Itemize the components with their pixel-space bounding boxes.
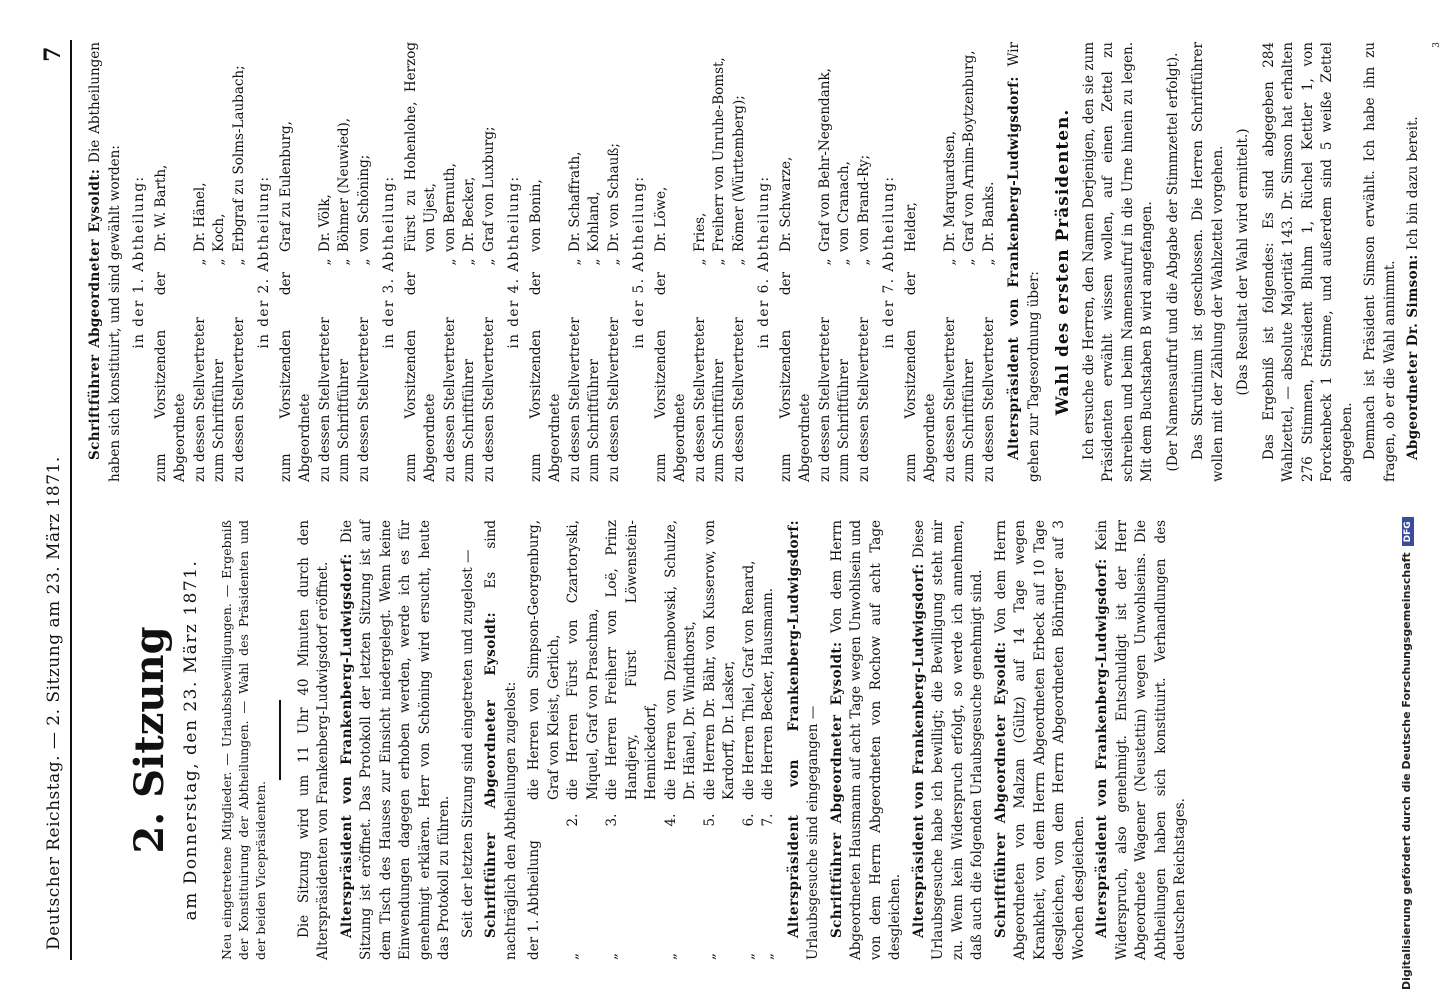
role-row [835, 42, 855, 482]
member-name: Dr. Löwe, [652, 186, 669, 252]
role-row [230, 42, 250, 482]
division-roles [652, 42, 750, 482]
speech-text: Urlaubsgesuche sind eingegangen — [805, 705, 821, 960]
role-label: zu dessen Stellvertreter [566, 317, 583, 482]
member-name: Dr. Völk, [316, 194, 333, 252]
speech-paragraph [1005, 42, 1044, 482]
list-item [701, 520, 740, 960]
opening-paragraph: Die Sitzung wird um 11 Uhr 40 Minuten durch den Alterspräsidenten von Frankenberg-Ludwigsdorf eröffnet. [295, 520, 331, 960]
ditto-mark: „ [230, 258, 247, 266]
speaker-name: Schriftführer Abgeordneter Eysoldt: [828, 641, 845, 938]
speech-paragraph [785, 520, 824, 960]
speech-text: Ich bin dazu bereit. [1405, 116, 1421, 251]
role-label: zu dessen Stellvertreter [480, 317, 497, 482]
credit-line [1400, 517, 1414, 990]
speaker-name: Alterspräsident von Frankenberg-Ludwigsdorf: [338, 553, 355, 938]
division-heading: in der 3. Abtheilung: [381, 175, 397, 349]
member-name: Böhmer (Neuwied), [336, 117, 352, 252]
member-name: von Bonin, [527, 179, 544, 252]
role-row [980, 42, 1000, 482]
ditto-mark: „ [816, 258, 833, 266]
role-label: zu dessen Stellvertreter [816, 317, 833, 482]
list-item [662, 520, 701, 960]
ditto-mark: „ [836, 258, 852, 266]
role-label: zum Vorsitzenden der Abgeordnete [652, 272, 688, 482]
ditto-mark: „ [461, 258, 477, 266]
speaker-name: Schriftführer Abgeordneter Eysoldt: [483, 611, 499, 938]
ditto-mark: „ [730, 258, 747, 266]
member-name: Fürst zu Hohenlohe, Herzog von Ujest, [402, 42, 438, 252]
division-heading: in der 1. Abtheilung: [131, 175, 147, 349]
member-name: Dr. von Schauß; [605, 143, 622, 252]
divider [279, 700, 281, 780]
role-row [902, 42, 941, 482]
member-name: Kohland, [586, 191, 602, 252]
role-row [210, 42, 230, 482]
role-row [855, 42, 875, 482]
member-name: Helder, [902, 202, 919, 252]
assignment-number: 4. [662, 813, 679, 827]
assignment-number: 6. [740, 813, 757, 827]
speaker-name: Abgeordneter Dr. Simson: [1405, 254, 1421, 460]
session-summary: Neu eingetretene Mitglieder. — Urlaubsbewilligungen. — Ergebniß der Konstituirung der Abtheilungen. — Wahl des Präsidenten und der beiden Vicepräsidenten. [218, 520, 268, 960]
ditto-mark: „ [691, 258, 708, 266]
division-heading: in der 7. Abtheilung: [881, 175, 897, 349]
division-heading: in der 5. Abtheilung: [631, 175, 647, 349]
division-roles [527, 42, 625, 482]
list-item [525, 520, 564, 960]
session-date: am Donnerstag, den 23. März 1871. [181, 559, 201, 921]
assignment-names: die Herren Thiel, Graf von Renard, [740, 560, 757, 800]
division-roles [277, 42, 375, 482]
role-row [480, 42, 500, 482]
page-number: 7 [40, 46, 66, 62]
member-name: von Cranach, [836, 161, 852, 252]
procedural-note: (Der Namensaufruf und die Abgabe der Stimmzettel erfolgt). [1164, 52, 1181, 472]
role-label: zu dessen Stellvertreter [316, 317, 333, 482]
speech-text: Wir gehen zur Tagesordnung über: [1006, 42, 1042, 482]
ditto-mark: „ [586, 258, 602, 266]
role-label: zu dessen Stellvertreter [941, 317, 958, 482]
member-name: Graf von Luxburg; [480, 126, 497, 252]
assignment-number: 5. [701, 813, 718, 827]
dfg-logo: DFG [1402, 517, 1414, 546]
list-item [740, 520, 760, 960]
ditto-mark [277, 252, 316, 272]
role-label: zu dessen Stellvertreter [355, 317, 372, 482]
speech-paragraph [992, 520, 1090, 960]
role-label: zum Schriftführer [336, 359, 352, 482]
role-label: zu dessen Stellvertreter [855, 317, 872, 482]
speech-paragraph [86, 42, 125, 482]
ditto-mark: „ [191, 258, 208, 266]
role-label: zum Vorsitzenden der Abgeordnete [402, 272, 438, 482]
role-label: zum Schriftführer [711, 359, 727, 482]
assignment-label: der 1. Abtheilung [526, 840, 542, 960]
role-row [960, 42, 980, 482]
ditto-mark: „ [211, 258, 227, 266]
role-label: zum Vorsitzenden der Abgeordnete [777, 272, 813, 482]
session-title: 2. Sitzung [126, 626, 173, 854]
section-title: Wahl des ersten Präsidenten. [1053, 108, 1073, 416]
member-name: Koch, [211, 213, 227, 252]
member-name: Dr. Becker, [461, 176, 477, 252]
ditto-mark: „ [480, 258, 497, 266]
running-header [40, 40, 72, 960]
role-row [527, 42, 566, 482]
assignment-names: die Herren Dr. Bähr, von Kusserow, von Kardorff, Dr. Lasker, [701, 520, 737, 800]
speech-paragraph [910, 520, 988, 960]
assignment-label: „ [760, 953, 776, 960]
role-row [816, 42, 836, 482]
role-label: zu dessen Stellvertreter [230, 317, 247, 482]
member-name: Dr. Marquardsen, [941, 130, 958, 252]
right-column [86, 42, 1447, 482]
assignment-names: die Herren von Dziembowski, Schulze, Dr. Hänel, Dr. Windthorst, [662, 520, 698, 800]
role-label: zu dessen Stellvertreter [730, 317, 747, 482]
speech-text: Die Abtheilungen haben sich konstituirt, und sind gewählt worden: [87, 42, 123, 482]
ditto-mark [527, 252, 566, 272]
assignment-label: „ [662, 953, 679, 960]
member-name: Dr. Banks. [980, 181, 997, 252]
result-paragraph: Das Ergebniß ist folgendes: Es sind abgegeben 284 Wahlzettel, — absolute Majorität 143. Dr. Simson hat erhalten 276 Stimmen, Präsident Bluhm 1, Rüchel Kettler 1, von Forckenbeck 1 Stimme, und außerdem sind 5 weiße Zettel abgegeben. [1260, 42, 1355, 482]
assignment-names: die Herren Freiherr von Loë, Prinz Handjery, Fürst Löwenstein-Hennickedorf, [604, 520, 659, 800]
role-label: zum Vorsitzenden der Abgeordnete [902, 272, 938, 482]
member-name: Dr. Hänel, [191, 182, 208, 252]
ditto-mark: „ [336, 258, 352, 266]
role-row [402, 42, 441, 482]
speaker-name: Alterspräsident von Frankenberg-Ludwigsdorf: [1006, 76, 1022, 460]
ditto-mark [902, 252, 941, 272]
assignment-number: 3. [604, 813, 620, 827]
role-row [691, 42, 711, 482]
ditto-mark [652, 252, 691, 272]
list-item [759, 520, 779, 960]
procedural-note: (Das Resultat der Wahl wird ermittelt.) [1235, 128, 1251, 396]
ditto-mark [402, 252, 441, 272]
division-roles [902, 42, 1000, 482]
assignment-list [525, 520, 779, 960]
assignment-label: „ [701, 953, 718, 960]
speaker-name: Schriftführer Abgeordneter Eysoldt: [87, 168, 103, 460]
running-title: Deutscher Reichstag. — 2. Sitzung am 23. März 1871. [44, 456, 64, 950]
role-label: zum Vorsitzenden der Abgeordnete [152, 272, 188, 482]
ditto-mark: „ [980, 258, 997, 266]
assignment-number: 2. [565, 813, 581, 827]
role-row [460, 42, 480, 482]
role-label: zu dessen Stellvertreter [191, 317, 208, 482]
role-row [277, 42, 316, 482]
speech-paragraph [1404, 42, 1424, 482]
member-name: Erbgraf zu Solms-Laubach; [230, 65, 247, 252]
member-name: Graf von Arnim-Boytzenburg, [961, 50, 977, 252]
ditto-mark: „ [566, 258, 583, 266]
member-name: Dr. W. Barth, [152, 164, 169, 252]
role-row [777, 42, 816, 482]
new-members-intro: Seit der letzten Sitzung sind eingetreten und zugelost — [459, 549, 476, 938]
role-row [335, 42, 355, 482]
role-row [191, 42, 211, 482]
member-name: Dr. Schaffrath, [566, 151, 583, 252]
member-name: Freiherr von Unruhe-Bomst, [711, 57, 727, 252]
member-name: von Bernuth, [441, 163, 458, 252]
role-row [605, 42, 625, 482]
speech-text: Es sind nachträglich den Abtheilungen zugelost: [483, 519, 519, 960]
member-name: von Brand-Ry; [855, 154, 872, 252]
assignment-label: „ [740, 953, 757, 960]
speech-paragraph [828, 520, 906, 960]
member-name: Graf zu Eulenburg, [277, 121, 294, 252]
role-label: zu dessen Stellvertreter [441, 317, 458, 482]
role-label: zum Schriftführer [461, 359, 477, 482]
signature-mark: 3 [1431, 42, 1442, 48]
ditto-mark: „ [711, 258, 727, 266]
speaker-name: Alterspräsident von Frankenberg-Ludwigsdorf: [785, 520, 802, 938]
election-paragraph: Ich ersuche die Herren, den Namen Derjenigen, den sie zum Präsidenten erwählt wissen wollen, auf einen Zettel zu schreiben und beim Namensaufruf in die Urne hinein zu legen. Mit dem Buchstaben B wird angefangen. [1080, 42, 1155, 482]
role-label: zum Vorsitzenden der Abgeordnete [527, 272, 563, 482]
assignment-label: „ [565, 953, 581, 960]
member-name: Römer (Württemberg); [730, 95, 747, 252]
result-paragraph: Demnach ist Präsident Simson erwählt. Ich habe ihn zu fragen, ob er die Wahl annimmt. [1362, 42, 1398, 482]
ditto-mark: „ [355, 258, 372, 266]
assignment-names: die Herren Fürst von Czartoryski, Miquel, Graf von Praschma, [565, 520, 601, 800]
role-row [566, 42, 586, 482]
ditto-mark: „ [605, 258, 622, 266]
division-heading: in der 2. Abtheilung: [256, 175, 272, 349]
role-row [585, 42, 605, 482]
speech-text: Von dem Herrn Abgeordneten von Malzan (Gültz) auf 14 Tage wegen Krankheit, von dem Herrn Abgeordneten Erbeck auf 10 Tage desgleichen, von dem Herrn Abgeordneten Böhringer auf 3 Wochen desgleichen. [992, 519, 1087, 960]
ditto-mark: „ [941, 258, 958, 266]
role-row [441, 42, 461, 482]
speech-paragraph [1093, 520, 1191, 960]
speech-text: Kein Widerspruch, also genehmigt. Entschuldigt ist der Herr Abgeordnete Wagener (Neustettin) wegen Unwohlseins. Die Abtheilungen haben sich konstituirt. Verhandlungen des deutschen Reichstages. [1094, 520, 1188, 960]
division-heading: in der 6. Abtheilung: [756, 175, 772, 349]
ditto-mark: „ [316, 258, 333, 266]
role-label: zu dessen Stellvertreter [691, 317, 708, 482]
speech-paragraph [338, 520, 455, 960]
list-item [564, 520, 603, 960]
credit-text: Digitalisierung gefördert durch die Deutsche Forschungsgemeinschaft [1400, 552, 1413, 990]
speech-text: Die Sitzung ist eröffnet. Das Protokoll der letzten Sitzung ist auf dem Tisch des Hauses zur Einsicht niedergelegt. Wenn keine Einwendungen dagegen erhoben werden, werde ich es für genehmigt erklären. Herr von Schöning wird ersucht, heute das Protokoll zu führen. [338, 520, 452, 960]
role-label: zum Schriftführer [211, 359, 227, 482]
speech-text: Von dem Herrn Abgeordneten Hausmann auf acht Tage wegen Unwohlsein und von dem Herrn Abgeordneten von Rochow auf acht Tage desgleichen. [828, 519, 903, 960]
assignment-number: 7. [760, 813, 776, 827]
speaker-name: Alterspräsident von Frankenberg-Ludwigsdorf: [1094, 558, 1110, 938]
assignment-label: „ [604, 953, 620, 960]
ditto-mark: „ [441, 258, 458, 266]
assignment-number [525, 800, 564, 840]
election-paragraph: Das Skrutinium ist geschlossen. Die Herren Schriftführer wollen mit der Zählung der Wahlzettel vorgehen. [1190, 42, 1226, 482]
role-row [355, 42, 375, 482]
role-row [710, 42, 730, 482]
role-row [316, 42, 336, 482]
assignment-names: die Herren von Simpson-Georgenburg, Graf von Kleist, Gerlich, [526, 520, 562, 800]
division-list [130, 42, 999, 482]
ditto-mark [152, 252, 191, 272]
speech-paragraph [482, 520, 521, 960]
member-name: Fries, [691, 212, 708, 252]
ditto-mark: „ [961, 258, 977, 266]
list-item [603, 520, 662, 960]
role-label: zum Vorsitzenden der Abgeordnete [277, 272, 313, 482]
division-roles [777, 42, 875, 482]
speaker-name: Schriftführer Abgeordneter Eysoldt: [992, 641, 1009, 938]
role-row [941, 42, 961, 482]
speech-text: Diese Urlaubsgesuche habe ich bewilligt; die Bewilligung steht mir zu. Wenn kein Widerspruch erfolgt, so werde ich annehmen, daß auch die folgenden Urlaubsgesuche genehmigt sind. [910, 520, 985, 960]
left-column [86, 520, 1195, 960]
role-label: zum Schriftführer [961, 359, 977, 482]
role-label: zum Schriftführer [836, 359, 852, 482]
division-roles [402, 42, 500, 482]
member-name: Dr. Schwarze, [777, 156, 794, 252]
role-label: zum Schriftführer [586, 359, 602, 482]
division-heading: in der 4. Abtheilung: [506, 175, 522, 349]
ditto-mark [777, 252, 816, 272]
speaker-name: Alterspräsident von Frankenberg-Ludwigsdorf: [910, 563, 927, 938]
role-row [730, 42, 750, 482]
role-row [652, 42, 691, 482]
member-name: von Schöning; [355, 154, 372, 252]
ditto-mark: „ [855, 258, 872, 266]
assignment-names: die Herren Becker, Hausmann. [760, 587, 776, 800]
member-name: Graf von Behr-Negendank, [816, 68, 833, 252]
role-row [152, 42, 191, 482]
role-label: zu dessen Stellvertreter [605, 317, 622, 482]
division-roles [152, 42, 250, 482]
role-label: zu dessen Stellvertreter [980, 317, 997, 482]
